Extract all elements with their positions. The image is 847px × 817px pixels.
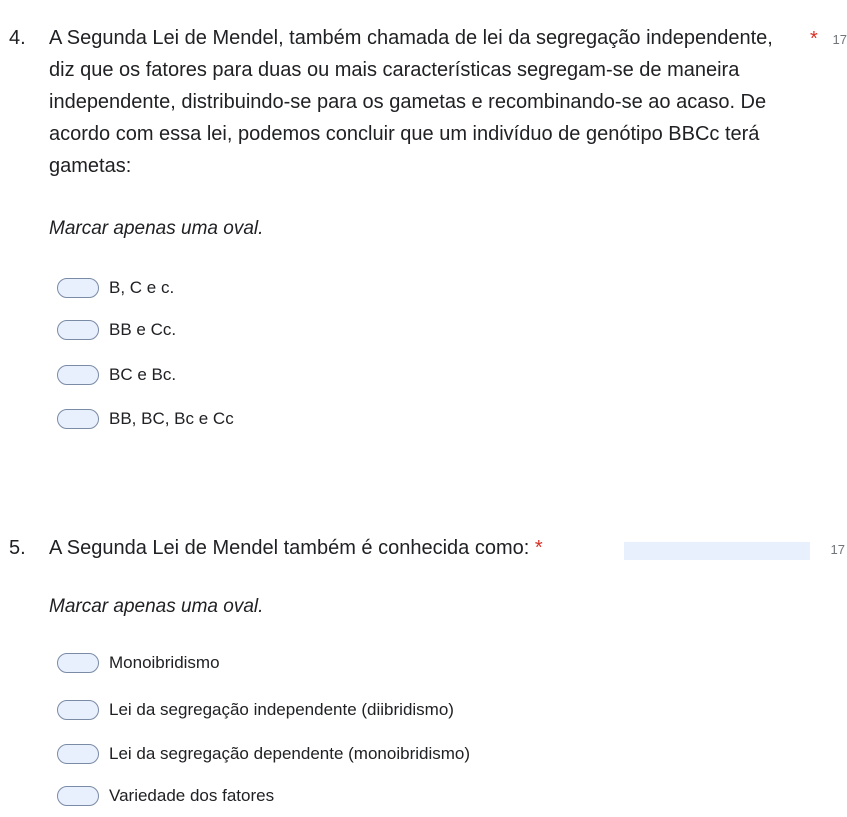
- radio-oval[interactable]: [57, 278, 99, 298]
- option-3[interactable]: [57, 741, 470, 767]
- required-mark: *: [534, 537, 543, 559]
- option-4[interactable]: [57, 783, 274, 809]
- radio-oval[interactable]: [57, 700, 99, 720]
- required-mark: *: [810, 28, 818, 50]
- instruction-text: Marcar apenas uma oval.: [49, 218, 264, 239]
- option-label: BC e Bc.: [109, 365, 177, 384]
- option-label: BB e Cc.: [109, 320, 177, 339]
- option-2[interactable]: [57, 317, 176, 343]
- option-label: Variedade dos fatores: [109, 786, 275, 805]
- radio-oval[interactable]: [57, 365, 99, 385]
- question-points: 17: [830, 542, 845, 557]
- option-label: B, C e c.: [109, 278, 175, 297]
- question-number: 4.: [9, 27, 26, 49]
- option-3[interactable]: [57, 362, 176, 388]
- question-text-body: A Segunda Lei de Mendel também é conhecida como:: [49, 537, 530, 559]
- radio-oval[interactable]: [57, 653, 99, 673]
- question-number: 5.: [9, 537, 26, 559]
- radio-oval[interactable]: [57, 744, 99, 764]
- instruction-text: Marcar apenas uma oval.: [49, 596, 264, 617]
- option-label: BB, BC, Bc e Cc: [109, 409, 234, 428]
- radio-oval[interactable]: [57, 409, 99, 429]
- radio-oval[interactable]: [57, 320, 99, 340]
- option-label: Lei da segregação independente (diibridismo): [109, 700, 454, 719]
- option-1[interactable]: [57, 650, 220, 676]
- option-label: Monoibridismo: [109, 653, 220, 672]
- option-label: Lei da segregação dependente (monoibridismo): [109, 744, 471, 763]
- question-text: [49, 22, 789, 182]
- option-1[interactable]: [57, 275, 174, 301]
- question-text-body: A Segunda Lei de Mendel, também chamada de lei da segregação independente, diz que os fatores para duas ou mais características segregam-se de maneira independente, distribuindo-se para os gametas e recombinando-se ao acaso. De acordo com essa lei, podemos concluir que um indivíduo de genótipo BBCc terá gametas:: [49, 27, 773, 177]
- option-2[interactable]: [57, 697, 454, 723]
- radio-oval[interactable]: [57, 786, 99, 806]
- question-points: 17: [832, 32, 847, 47]
- option-4[interactable]: [57, 406, 234, 432]
- question-text: [49, 532, 809, 564]
